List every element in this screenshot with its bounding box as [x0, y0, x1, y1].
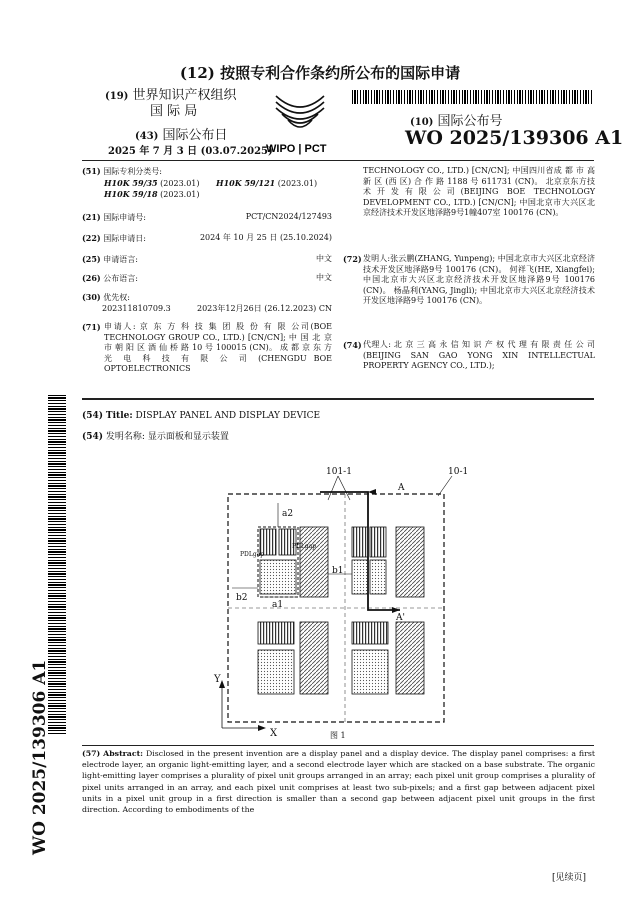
field-26: (26) 公布语言: 中文	[82, 273, 332, 283]
side-publication-number: WO 2025/139306 A1	[30, 659, 50, 855]
side-barcode	[48, 395, 66, 735]
publication-number: WO 2025/139306 A1	[405, 127, 624, 149]
label-A: A	[398, 483, 405, 493]
pixel-group-bottom-left	[258, 622, 328, 694]
label-b2: b2	[236, 593, 248, 603]
label-101-1: 101-1	[326, 467, 352, 477]
figure-caption: 图 1	[330, 731, 346, 740]
wipo-logo	[262, 88, 338, 158]
publication-date-value: 2025 年 7 月 3 日 (03.07.2025)	[108, 146, 273, 157]
axis-y-label: Y	[214, 674, 221, 685]
publication-number-label: (10) 国际公布号	[410, 114, 503, 129]
label-pdl-gap-2: PDLgap	[292, 543, 317, 550]
label-a2: a2	[282, 509, 294, 519]
axis-x-label: X	[270, 728, 278, 739]
label-b1: b1	[332, 566, 344, 576]
field-71-continued: TECHNOLOGY CO., LTD.) [CN/CN]; 中国四川省成 都 市 高 新 区 (西 区) 合 作 路 1188 号 611731 (CN)。 北京京东方技术开发有限公司(BEIJING BOE TECHNOLOGY DEVELOPMENT CO., LTD.) [CN/CN]; 中国北京市大兴区北京经济技术开发区地泽路9号1幢407室 100176 (CN)。	[363, 166, 595, 217]
document-title	[0, 62, 640, 83]
header-rule	[82, 160, 594, 161]
abstract-rule	[82, 745, 594, 746]
abstract: (57) Abstract: Disclosed in the present invention are a display panel and a display device. The display panel comprises: a first electrode layer, an organic light-emitting layer, and a second electrode layer which are stacked on a base substrate. The organic light-emitting layer comprises a plurality of pixel unit groups arranged in an array; each pixel unit group comprises a plurality of pixel units arranged in an array, and each pixel unit comprises at least two sub-pixels; and a first gap between adjacent pixel units in a pixel unit group in a first direction is smaller than a second gap between adjacent pixel unit groups in the first direction. According to embodiments of the	[82, 749, 595, 815]
pixel-group-top-right	[352, 527, 424, 597]
top-barcode	[352, 90, 592, 104]
pixel-group-bottom-right	[352, 622, 424, 694]
field-51: (51) 国际专利分类号: H10K 59/35 (2023.01) H10K 59/121 (2023.01) H10K 59/18 (2023.01)	[82, 166, 318, 199]
title-cn: (54) 发明名称: 显示面板和显示装置	[82, 432, 229, 442]
label-10-1: 10-1	[448, 467, 469, 477]
figure-1	[200, 460, 490, 745]
field-22: (22) 国际申请日: 2024 年 10 月 25 日 (25.10.2024)	[82, 233, 332, 243]
title-number: (12)	[179, 64, 215, 82]
pixel-group-top-left	[258, 527, 328, 597]
field-71: (71) 申请人: 京 东 方 科 技 集 团 股 份 有 限 公司(BOE TECHNOLOGY GROUP CO., LTD.) [CN/CN]; 中 国 北 京 市 朝 阳 区 酒 仙 桥 路 10 号 100015 (CN)。 成 都 京 东 方 光 电 科 技 有 限 公 司 (CHENGDU BOE OPTOELECTRONICS	[82, 322, 332, 373]
field-74: (74) 代理人: 北 京 三 高 永 信 知 识 产 权 代 理 有 限 责 任 公 司 (BEIJING SAN GAO YONG XIN INTELLECTUAL PROPERTY AGENCY CO., LTD.);	[343, 340, 595, 370]
org-number: (19)	[105, 91, 129, 102]
title-text: 按照专利合作条约所公布的国际申请	[220, 64, 461, 82]
fields-rule	[82, 398, 594, 400]
publication-date-label: (43) 国际公布日	[135, 128, 228, 143]
org-bureau: 国 际 局	[150, 104, 198, 119]
field-25: (25) 申请语言: 中文	[82, 254, 332, 264]
label-A-prime: A'	[396, 613, 405, 623]
title-en: (54) Title: DISPLAY PANEL AND DISPLAY DEVICE	[82, 411, 321, 421]
wipo-text: WIPO | PCT	[266, 143, 327, 155]
field-30: (30) 优先权: 202311810709.3 2023年12月26日 (26.12.2023) CN	[82, 292, 332, 313]
field-21: (21) 国际申请号: PCT/CN2024/127493	[82, 212, 332, 222]
label-pdl-gap-1: PDLgap	[240, 551, 265, 558]
field-72: (72) 发明人:张云鹏(ZHANG, Yunpeng); 中国北京市大兴区北京经济技术开发区地泽路9号 100176 (CN)。 何祥飞(HE, Xiangfei); 中国北京市大兴区北京经济技术开发区地泽路9号 100176 (CN)。 杨晶利(YANG, Jingli); 中国北京市大兴区北京经济技术开发区地泽路9号 100176 (CN)。	[343, 254, 595, 305]
label-a1: a1	[272, 600, 284, 610]
continued-note: [见续页]	[552, 873, 587, 883]
org-name: 世界知识产权组织	[132, 88, 237, 103]
